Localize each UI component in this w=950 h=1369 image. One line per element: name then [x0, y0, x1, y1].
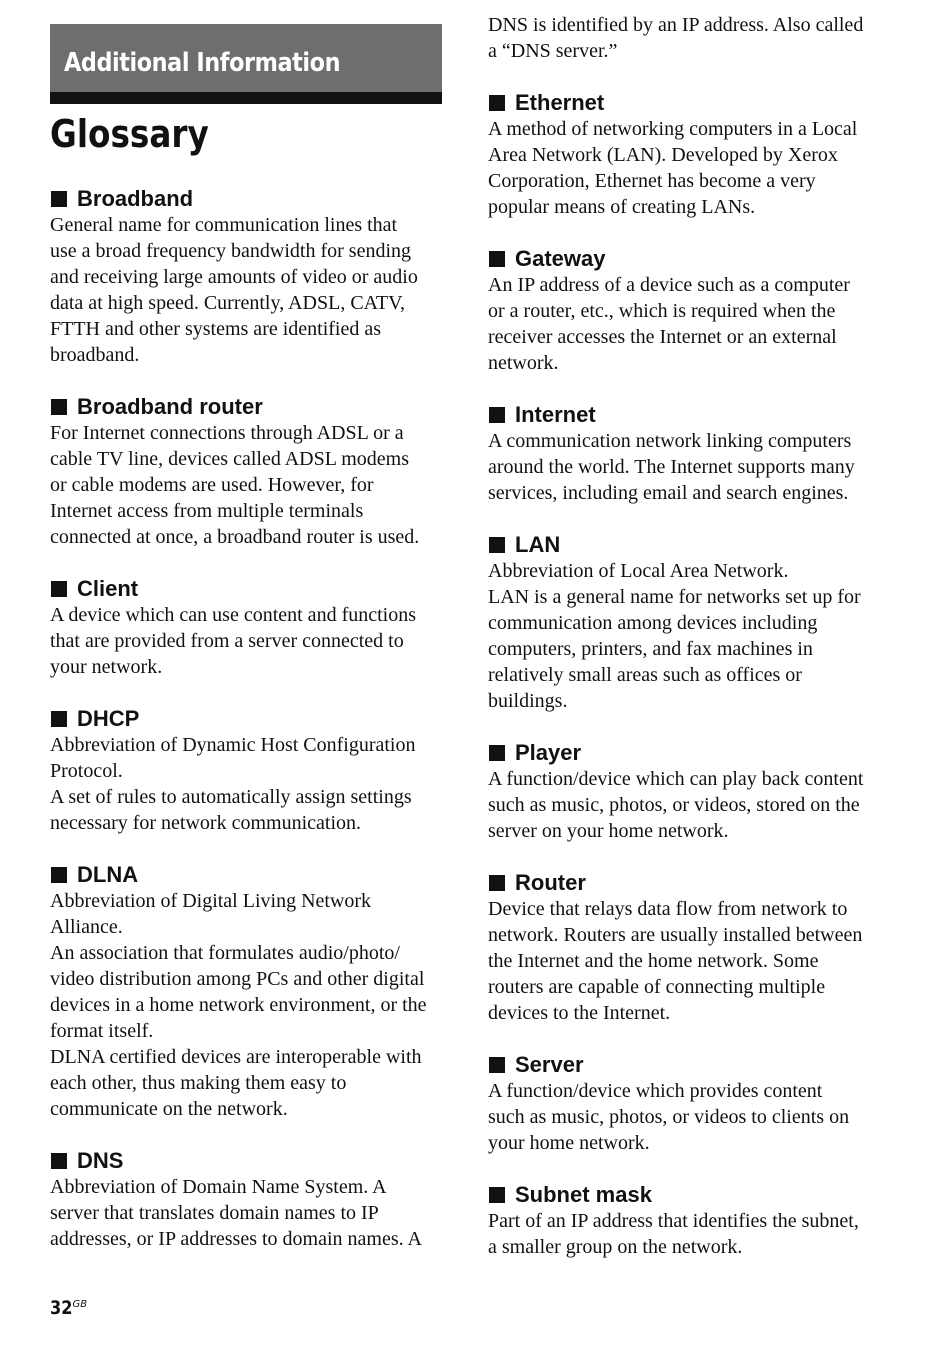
- definition-line: A communication network linking computers: [488, 430, 852, 452]
- definition-line: Area Network (LAN). Developed by Xerox: [488, 144, 838, 166]
- square-bullet-icon: [489, 537, 505, 553]
- term-label: LAN: [515, 532, 561, 557]
- square-bullet-icon: [489, 1187, 505, 1203]
- definition-line: or a router, etc., which is required when the: [488, 300, 836, 322]
- definition-line: network.: [488, 352, 559, 374]
- glossary-definition: [50, 888, 442, 1122]
- definition-line: data at high speed. Currently, ADSL, CATV,: [50, 292, 405, 314]
- glossary-definition: [50, 1174, 442, 1252]
- definition-line: communication among devices including: [488, 612, 818, 634]
- definition-line: and receiving large amounts of video or audio: [50, 266, 418, 288]
- definition-line: format itself.: [50, 1020, 154, 1042]
- definition-line: each other, thus making them easy to: [50, 1072, 347, 1094]
- definition-line: network. Routers are usually installed between: [488, 924, 863, 946]
- definition-line: services, including email and search engines.: [488, 482, 849, 504]
- term-label: DNS: [77, 1148, 124, 1173]
- page-title: Glossary: [50, 112, 209, 156]
- definition-line: or cable modems are used. However, for: [50, 474, 374, 496]
- definition-line: Protocol.: [50, 760, 123, 782]
- definition-line: devices to the Internet.: [488, 1002, 671, 1024]
- glossary-definition: [488, 896, 888, 1026]
- definition-line: necessary for network communication.: [50, 812, 362, 834]
- definition-line: computers, printers, and fax machines in: [488, 638, 813, 660]
- glossary-definition: [488, 272, 888, 376]
- definition-line: cable TV line, devices called ADSL modems: [50, 448, 409, 470]
- term-label: Client: [77, 576, 139, 601]
- glossary-definition: [488, 116, 888, 220]
- square-bullet-icon: [489, 407, 505, 423]
- definition-line: Internet access from multiple terminals: [50, 500, 364, 522]
- glossary-entry-client: [50, 576, 442, 680]
- definition-line: Corporation, Ethernet has become a very: [488, 170, 816, 192]
- left-column: [50, 24, 442, 1252]
- glossary-definition: [50, 732, 442, 836]
- glossary-definition: [488, 766, 888, 844]
- glossary-term: [50, 576, 442, 602]
- glossary-entry-dhcp: [50, 706, 442, 836]
- glossary-term: [50, 1148, 442, 1174]
- square-bullet-icon: [489, 1057, 505, 1073]
- definition-line: FTTH and other systems are identified as: [50, 318, 382, 340]
- definition-line: Abbreviation of Domain Name System. A: [50, 1176, 387, 1198]
- glossary-entry-broadband-router: [50, 394, 442, 550]
- right-column: [488, 12, 888, 1260]
- term-label: Server: [515, 1052, 584, 1077]
- definition-line: Alliance.: [50, 916, 123, 938]
- glossary-definition: [50, 212, 442, 368]
- definition-line: server on your home network.: [488, 820, 729, 842]
- definition-line: addresses, or IP addresses to domain names. A: [50, 1228, 422, 1250]
- definition-line: devices in a home network environment, or the: [50, 994, 427, 1016]
- glossary-term: [488, 1052, 888, 1078]
- definition-line: Device that relays data flow from network to: [488, 898, 848, 920]
- glossary-entry-broadband: [50, 186, 442, 368]
- square-bullet-icon: [51, 1153, 67, 1169]
- term-label: Internet: [515, 402, 596, 427]
- page-footer: [50, 1297, 87, 1319]
- glossary-term: [488, 870, 888, 896]
- term-label: Router: [515, 870, 586, 895]
- glossary-term: [488, 246, 888, 272]
- definition-line: A set of rules to automatically assign settings: [50, 786, 412, 808]
- definition-line: routers are capable of connecting multiple: [488, 976, 826, 998]
- square-bullet-icon: [489, 251, 505, 267]
- glossary-term: [488, 740, 888, 766]
- square-bullet-icon: [51, 581, 67, 597]
- definition-line: DNS is identified by an IP address. Also called: [488, 14, 864, 36]
- glossary-entry-dlna: [50, 862, 442, 1122]
- glossary-definition: [50, 420, 442, 550]
- definition-line: General name for communication lines that: [50, 214, 398, 236]
- definition-line: buildings.: [488, 690, 568, 712]
- glossary-term: [488, 532, 888, 558]
- term-label: Ethernet: [515, 90, 605, 115]
- glossary-term: [50, 394, 442, 420]
- definition-line: An IP address of a device such as a computer: [488, 274, 850, 296]
- definition-line: Abbreviation of Digital Living Network: [50, 890, 372, 912]
- glossary-entry-server: [488, 1052, 888, 1156]
- left-entries: [50, 186, 442, 1252]
- square-bullet-icon: [51, 867, 67, 883]
- glossary-term: [488, 402, 888, 428]
- definition-line: LAN is a general name for networks set up for: [488, 586, 861, 608]
- glossary-entry-router: [488, 870, 888, 1026]
- term-label: Subnet mask: [515, 1182, 652, 1207]
- continued-text: [488, 12, 888, 64]
- definition-line: a smaller group on the network.: [488, 1236, 743, 1258]
- term-label: Player: [515, 740, 582, 765]
- glossary-entry-subnet-mask: [488, 1182, 888, 1260]
- definition-line: A method of networking computers in a Local: [488, 118, 858, 140]
- glossary-definition: [488, 1208, 888, 1260]
- glossary-definition: [50, 602, 442, 680]
- square-bullet-icon: [51, 399, 67, 415]
- definition-line: Part of an IP address that identifies the subnet,: [488, 1210, 859, 1232]
- definition-line: server that translates domain names to IP: [50, 1202, 379, 1224]
- square-bullet-icon: [489, 95, 505, 111]
- section-title: Additional Information: [64, 48, 341, 78]
- definition-line: popular means of creating LANs.: [488, 196, 756, 218]
- definition-line: An association that formulates audio/photo/: [50, 942, 400, 964]
- glossary-term: [488, 1182, 888, 1208]
- definition-line: For Internet connections through ADSL or a: [50, 422, 404, 444]
- term-label: DLNA: [77, 862, 139, 887]
- definition-line: your network.: [50, 656, 163, 678]
- definition-line: a “DNS server.”: [488, 40, 618, 62]
- definition-line: broadband.: [50, 344, 140, 366]
- term-label: Broadband: [77, 186, 194, 211]
- square-bullet-icon: [489, 875, 505, 891]
- definition-line: Abbreviation of Local Area Network.: [488, 560, 789, 582]
- definition-line: relatively small areas such as offices or: [488, 664, 802, 686]
- glossary-definition: [488, 428, 888, 506]
- definition-line: A device which can use content and functions: [50, 604, 416, 626]
- definition-line: such as music, photos, or videos, stored on the: [488, 794, 860, 816]
- glossary-entry-lan: [488, 532, 888, 714]
- term-label: Gateway: [515, 246, 606, 271]
- region-code: GB: [72, 1299, 88, 1310]
- definition-line: connected at once, a broadband router is used.: [50, 526, 420, 548]
- glossary-entry-internet: [488, 402, 888, 506]
- glossary-term: [488, 90, 888, 116]
- definition-line: such as music, photos, or videos to clients on: [488, 1106, 850, 1128]
- definition-line: video distribution among PCs and other digital: [50, 968, 425, 990]
- glossary-term: [50, 706, 442, 732]
- glossary-entry-ethernet: [488, 90, 888, 220]
- square-bullet-icon: [51, 191, 67, 207]
- definition-line: A function/device which can play back content: [488, 768, 864, 790]
- square-bullet-icon: [51, 711, 67, 727]
- definition-line: that are provided from a server connected to: [50, 630, 404, 652]
- definition-line: receiver accesses the Internet or an external: [488, 326, 837, 348]
- term-label: Broadband router: [77, 394, 263, 419]
- definition-line: Abbreviation of Dynamic Host Configuration: [50, 734, 416, 756]
- square-bullet-icon: [489, 745, 505, 761]
- glossary-entry-player: [488, 740, 888, 844]
- definition-line: DLNA certified devices are interoperable with: [50, 1046, 422, 1068]
- definition-line: the Internet and the home network. Some: [488, 950, 819, 972]
- definition-line: A function/device which provides content: [488, 1080, 823, 1102]
- definition-line: use a broad frequency bandwidth for sending: [50, 240, 411, 262]
- glossary-term: [50, 862, 442, 888]
- page-number: 32: [50, 1297, 73, 1319]
- definition-line: your home network.: [488, 1132, 650, 1154]
- glossary-entry-dns: [50, 1148, 442, 1252]
- definition-line: communicate on the network.: [50, 1098, 288, 1120]
- glossary-definition: [488, 558, 888, 714]
- glossary-term: [50, 186, 442, 212]
- right-entries: [488, 90, 888, 1260]
- definition-line: around the world. The Internet supports many: [488, 456, 855, 478]
- section-banner: [50, 24, 442, 104]
- term-label: DHCP: [77, 706, 140, 731]
- glossary-entry-gateway: [488, 246, 888, 376]
- glossary-definition: [488, 1078, 888, 1156]
